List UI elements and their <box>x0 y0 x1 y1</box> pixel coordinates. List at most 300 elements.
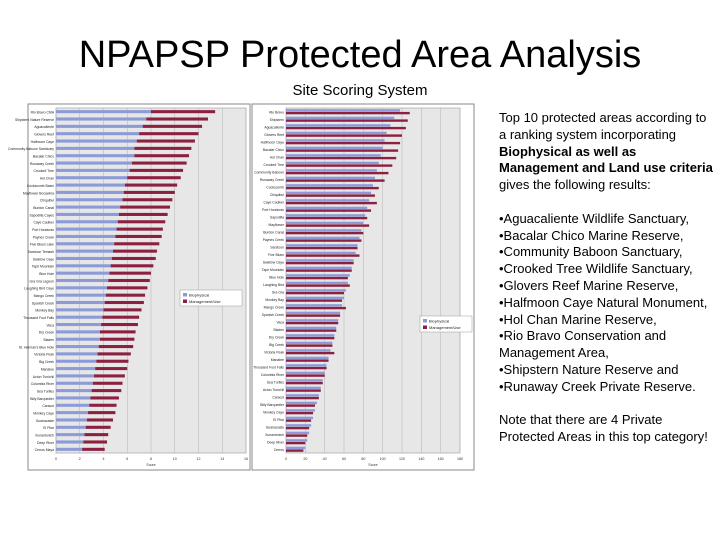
y-tick-label: Deep River <box>37 440 54 445</box>
legend-label: Biophysical <box>189 292 210 298</box>
bar-biophysical <box>286 327 336 329</box>
bar-biophysical <box>286 372 325 374</box>
bar-management <box>95 367 127 370</box>
bar-management <box>286 337 334 339</box>
bar-biophysical <box>286 162 379 164</box>
x-tick-label: 10 <box>172 457 177 461</box>
y-tick-label: Billy Barquedier <box>30 396 54 401</box>
top-ten-list <box>499 211 715 396</box>
bar-management <box>286 359 329 361</box>
bar-management <box>89 404 116 407</box>
y-tick-label: Aguacaliente <box>264 125 284 130</box>
y-tick-label: Five Blues Lake <box>29 242 54 247</box>
bar-management <box>127 176 180 179</box>
y-tick-label: Swallow Caye <box>262 260 284 265</box>
bar-biophysical <box>286 357 329 359</box>
bar-biophysical <box>56 389 92 392</box>
bar-management <box>151 110 215 113</box>
y-tick-label: Manatee <box>270 358 284 363</box>
list-item: •Runaway Creek Private Reserve. <box>499 378 696 394</box>
bar-management <box>94 374 125 377</box>
bar-management <box>286 397 319 399</box>
bar-management <box>286 382 323 384</box>
bar-biophysical <box>56 198 123 201</box>
y-tick-label: Crooked Tree <box>263 163 284 168</box>
bar-biophysical <box>286 177 375 179</box>
y-tick-label: Columbia River <box>260 373 284 378</box>
bar-management <box>286 262 354 264</box>
bar-biophysical <box>56 235 115 238</box>
bar-management <box>105 301 144 304</box>
y-tick-label: Aguacaliente <box>34 125 54 130</box>
y-tick-label: Guanacaste <box>35 418 54 423</box>
list-item: •Halfmoon Caye Natural Monument, <box>499 294 708 310</box>
bar-biophysical <box>56 191 124 194</box>
bar-management <box>286 442 305 444</box>
bar-management <box>286 134 402 136</box>
bar-biophysical <box>286 192 371 194</box>
bar-management <box>117 228 163 231</box>
bar-biophysical <box>56 440 83 443</box>
y-tick-label: Vaca <box>46 323 54 328</box>
y-tick-label: Chiquibul <box>269 193 284 198</box>
bar-management <box>96 360 128 363</box>
bar-management <box>286 119 408 121</box>
y-tick-label: Cerros Maya <box>34 448 54 453</box>
bar-management <box>109 272 151 275</box>
bar-biophysical <box>286 432 309 434</box>
bar-management <box>286 284 350 286</box>
y-tick-label: Caye Caulker <box>263 200 284 205</box>
bar-management <box>286 247 358 249</box>
y-tick-label: Port Honduras <box>262 208 284 213</box>
list-item: •Glovers Reef Marine Reserve, <box>499 277 679 293</box>
bar-management <box>286 322 338 324</box>
y-tick-label: Laughing Bird <box>263 283 284 288</box>
bar-biophysical <box>56 301 105 304</box>
legend <box>420 316 472 332</box>
bar-management <box>85 433 109 436</box>
bar-management <box>286 142 400 144</box>
bar-biophysical <box>286 109 400 111</box>
y-tick-label: Monkey Caye <box>263 410 284 415</box>
y-tick-label: Columbia River <box>30 382 54 387</box>
left-chart <box>8 104 250 470</box>
bar-management <box>82 448 105 451</box>
y-tick-label: Halfmoon Caye <box>30 139 54 144</box>
bar-management <box>286 172 388 174</box>
bar-management <box>114 242 159 245</box>
x-tick-label: 20 <box>303 457 308 461</box>
y-tick-label: Cerros <box>273 448 284 453</box>
bar-biophysical <box>286 117 394 119</box>
y-tick-label: Deep River <box>267 440 284 445</box>
bar-management <box>286 194 375 196</box>
bar-biophysical <box>56 147 134 150</box>
legend-label: Biophysical <box>429 318 450 324</box>
x-tick-label: 160 <box>437 457 444 461</box>
y-tick-label: Blue Hole <box>39 271 54 276</box>
bar-management <box>108 279 150 282</box>
bar-management <box>107 286 147 289</box>
bar-biophysical <box>286 319 338 321</box>
bar-biophysical <box>286 169 377 171</box>
legend-swatch <box>183 293 187 297</box>
bar-biophysical <box>286 184 373 186</box>
bar-biophysical <box>286 282 348 284</box>
bar-biophysical <box>286 229 361 231</box>
bar-biophysical <box>286 394 319 396</box>
y-tick-label: El Pilar <box>273 418 284 423</box>
x-tick-label: 8 <box>150 457 152 461</box>
y-tick-label: Rio Bravo <box>269 110 284 115</box>
bar-management <box>286 367 327 369</box>
x-tick-label: 0 <box>55 457 57 461</box>
bar-management <box>286 164 392 166</box>
bar-management <box>120 206 170 209</box>
y-tick-label: Bacalar Chico <box>32 154 54 159</box>
y-tick-label: Bacalar Chico <box>262 148 284 153</box>
y-tick-label: St. Herman's Blue Hole <box>18 345 54 350</box>
bar-biophysical <box>286 259 354 261</box>
intro-text-bold: Biophysical as well as Management and Land use criteria <box>499 143 713 176</box>
bar-management <box>92 389 122 392</box>
y-tick-label: Caracol <box>272 395 284 400</box>
bar-biophysical <box>56 286 107 289</box>
bar-biophysical <box>286 424 311 426</box>
bar-biophysical <box>56 228 117 231</box>
bar-biophysical <box>56 308 104 311</box>
intro-text-1: Top 10 protected areas according to a ranking system incorporating <box>499 110 707 142</box>
bar-biophysical <box>56 184 125 187</box>
bar-management <box>286 314 340 316</box>
bar-biophysical <box>56 382 93 385</box>
bar-management <box>123 198 173 201</box>
bar-management <box>93 382 123 385</box>
bar-biophysical <box>286 409 315 411</box>
bar-management <box>286 224 369 226</box>
bar-management <box>99 345 133 348</box>
y-tick-label: Cockscomb <box>266 185 284 190</box>
x-tick-label: 180 <box>457 457 463 461</box>
bar-biophysical <box>56 279 108 282</box>
bar-biophysical <box>286 297 344 299</box>
x-tick-label: 120 <box>399 457 405 461</box>
y-tick-label: Burdon Canal <box>263 230 284 235</box>
bar-biophysical <box>56 294 106 297</box>
x-tick-label: 80 <box>361 457 366 461</box>
intro-paragraph <box>499 110 715 194</box>
y-tick-label: Glovers Reef <box>34 132 54 137</box>
x-tick-label: 16 <box>244 457 248 461</box>
bar-management <box>146 117 208 120</box>
side-text <box>499 110 715 446</box>
bar-management <box>286 127 406 129</box>
y-tick-label: Blue Hole <box>269 275 284 280</box>
x-tick-label: 60 <box>342 457 346 461</box>
y-tick-label: Shipstern Nature Reserve <box>14 117 54 122</box>
bar-biophysical <box>56 345 99 348</box>
y-tick-label: Hol Chan <box>269 155 284 160</box>
bar-management <box>134 154 189 157</box>
y-tick-label: Tapir Mountain <box>261 268 284 273</box>
y-tick-label: Sea Turtles <box>36 389 54 394</box>
y-tick-label: Big Creek <box>269 343 284 348</box>
bar-management <box>286 389 321 391</box>
bar-management <box>100 330 136 333</box>
bar-biophysical <box>286 124 390 126</box>
bar-management <box>112 257 156 260</box>
bar-biophysical <box>56 125 143 128</box>
bar-biophysical <box>286 154 381 156</box>
bar-biophysical <box>56 433 85 436</box>
bar-biophysical <box>286 304 342 306</box>
y-tick-label: Sarstoon <box>270 245 284 250</box>
x-axis-label: Score <box>368 463 378 467</box>
bar-management <box>286 202 377 204</box>
bar-biophysical <box>56 213 119 216</box>
legend-swatch <box>423 319 427 323</box>
bar-management <box>286 112 410 114</box>
bar-biophysical <box>56 404 89 407</box>
bar-management <box>286 232 363 234</box>
y-tick-label: Sea Turtles <box>266 380 284 385</box>
bar-management <box>83 440 107 443</box>
note-paragraph: Note that there are 4 Private Protected Areas in this top category! <box>499 412 708 445</box>
y-tick-label: Dry Creek <box>268 335 284 340</box>
bar-biophysical <box>56 418 87 421</box>
bar-management <box>286 179 385 181</box>
y-tick-label: Mango Creek <box>263 305 284 310</box>
bar-management <box>134 147 191 150</box>
slide-subtitle: Site Scoring System <box>292 82 428 99</box>
bar-management <box>286 157 396 159</box>
y-tick-label: Burdon Canal <box>33 205 54 210</box>
x-tick-label: 140 <box>418 457 425 461</box>
bar-management <box>118 220 166 223</box>
bar-biophysical <box>56 117 146 120</box>
bar-biophysical <box>56 426 86 429</box>
y-tick-label: Guanacaste <box>265 425 284 430</box>
x-axis-label: Score <box>146 463 156 467</box>
bar-biophysical <box>56 257 112 260</box>
y-tick-label: Actun Tunichil <box>32 374 54 379</box>
bar-management <box>286 217 367 219</box>
y-tick-label: Thousand Foot Falls <box>253 365 284 370</box>
bar-management <box>286 329 336 331</box>
bar-biophysical <box>286 402 317 404</box>
y-tick-label: Community Baboon Sanctuary <box>8 147 54 152</box>
y-tick-label: Victoria Peak <box>264 350 284 355</box>
slide-title: NPAPSP Protected Area Analysis <box>78 34 642 76</box>
bar-management <box>102 316 139 319</box>
y-tick-label: Mayflower <box>268 223 284 228</box>
bar-biophysical <box>56 264 111 267</box>
y-tick-label: Paynes Creek <box>262 238 284 243</box>
bar-biophysical <box>56 206 120 209</box>
bar-biophysical <box>286 334 334 336</box>
bar-management <box>286 254 359 256</box>
bar-management <box>87 418 113 421</box>
y-tick-label: Tapir Mountain <box>31 264 54 269</box>
bar-management <box>125 184 177 187</box>
bar-biophysical <box>56 338 100 341</box>
bar-management <box>286 269 352 271</box>
bar-biophysical <box>286 237 359 239</box>
bar-management <box>104 308 142 311</box>
y-tick-label: Vaca <box>276 320 284 325</box>
y-tick-label: Billy Barquedier <box>260 403 284 408</box>
bar-management <box>132 162 187 165</box>
legend <box>180 290 242 306</box>
bar-management <box>286 149 398 151</box>
bar-management <box>130 169 183 172</box>
y-tick-label: Dry Creek <box>38 330 54 335</box>
bar-management <box>100 338 134 341</box>
list-item: •Rio Bravo Conservation and Management Area, <box>499 328 667 361</box>
legend-label: Management/Use <box>429 324 461 330</box>
bar-biophysical <box>286 349 330 351</box>
bar-management <box>111 264 154 267</box>
bar-management <box>286 187 379 189</box>
bar-biophysical <box>286 312 340 314</box>
bar-management <box>286 344 332 346</box>
y-tick-label: Swallow Caye <box>32 257 54 262</box>
y-tick-label: Crooked Tree <box>33 169 54 174</box>
y-tick-label: Gra Gra <box>271 290 284 295</box>
y-tick-label: Sapodilla <box>270 215 284 220</box>
bar-biophysical <box>286 379 323 381</box>
bar-biophysical <box>56 169 130 172</box>
bar-biophysical <box>56 162 132 165</box>
bar-management <box>86 426 111 429</box>
list-item: •Shipstern Nature Reserve and <box>499 361 679 377</box>
y-tick-label: Manatee <box>40 367 54 372</box>
bar-biophysical <box>286 289 346 291</box>
bar-management <box>286 307 346 309</box>
x-tick-label: 0 <box>285 457 287 461</box>
y-tick-label: Spanish Creek <box>261 313 284 318</box>
x-tick-label: 40 <box>322 457 327 461</box>
x-tick-label: 14 <box>220 457 225 461</box>
bar-biophysical <box>56 411 88 414</box>
y-tick-label: Sarstoon Temash <box>27 249 54 254</box>
bar-biophysical <box>56 250 113 253</box>
bar-biophysical <box>286 447 305 449</box>
bar-management <box>286 404 315 406</box>
bar-biophysical <box>286 364 327 366</box>
y-tick-label: Community Baboon <box>254 170 284 175</box>
list-item: •Bacalar Chico Marine Reserve, <box>499 227 684 243</box>
y-tick-label: Caracol <box>42 404 54 409</box>
bar-management <box>88 411 115 414</box>
y-tick-label: Hol Chan <box>39 176 54 181</box>
bar-biophysical <box>56 242 114 245</box>
bar-management <box>286 299 342 301</box>
y-tick-label: Caye Caulker <box>33 220 54 225</box>
bar-management <box>286 292 344 294</box>
bar-biophysical <box>56 176 127 179</box>
legend-swatch <box>183 300 187 304</box>
bar-biophysical <box>56 154 134 157</box>
bar-biophysical <box>286 147 383 149</box>
x-tick-label: 12 <box>196 457 201 461</box>
bar-biophysical <box>56 139 137 142</box>
y-tick-label: Shipstern <box>269 118 284 123</box>
y-tick-label: Sapodilla Cayes <box>29 213 54 218</box>
y-tick-label: Spanish Creek <box>31 301 54 306</box>
y-tick-label: Laughing Bird Caye <box>24 286 54 291</box>
bar-biophysical <box>286 244 358 246</box>
bar-biophysical <box>286 267 352 269</box>
bar-biophysical <box>286 439 307 441</box>
bar-biophysical <box>286 274 350 276</box>
bar-biophysical <box>286 222 363 224</box>
y-tick-label: Xunantunich <box>265 433 284 438</box>
intro-text-2: gives the following results: <box>499 177 651 193</box>
bar-management <box>286 239 361 241</box>
y-tick-label: Mayflower Bocawina <box>22 191 54 196</box>
bar-management <box>286 374 325 376</box>
bar-biophysical <box>286 132 387 134</box>
bar-biophysical <box>56 110 151 113</box>
y-tick-label: Monkey Bay <box>265 298 284 303</box>
bar-biophysical <box>56 220 118 223</box>
y-tick-label: Victoria Peak <box>34 352 54 357</box>
y-tick-label: Monkey Bay <box>35 308 54 313</box>
y-tick-label: Thousand Foot Falls <box>23 316 54 321</box>
bar-biophysical <box>56 448 82 451</box>
bar-biophysical <box>56 316 102 319</box>
bar-biophysical <box>56 272 109 275</box>
bar-management <box>115 235 161 238</box>
x-tick-label: 2 <box>78 457 81 461</box>
x-tick-label: 100 <box>379 457 386 461</box>
bar-management <box>106 294 145 297</box>
y-tick-label: Xunantunich <box>35 433 54 438</box>
bar-management <box>143 125 202 128</box>
bar-management <box>286 427 309 429</box>
y-tick-label: Halfmoon Caye <box>260 140 284 145</box>
bar-biophysical <box>56 330 100 333</box>
bar-biophysical <box>286 214 365 216</box>
bar-biophysical <box>56 374 94 377</box>
bar-management <box>286 209 371 211</box>
y-tick-label: Cockscomb Basin <box>26 183 54 188</box>
legend-label: Management/Use <box>189 298 221 304</box>
bar-biophysical <box>56 396 90 399</box>
y-tick-label: Actun Tunichil <box>262 388 284 393</box>
y-tick-label: Paynes Creek <box>32 235 54 240</box>
bar-management <box>119 213 168 216</box>
bar-biophysical <box>56 352 98 355</box>
legend-swatch <box>423 326 427 330</box>
bar-biophysical <box>286 139 385 141</box>
y-tick-label: Rio Bravo CMA <box>30 110 54 115</box>
x-tick-label: 6 <box>126 457 129 461</box>
bar-biophysical <box>286 387 321 389</box>
bar-management <box>286 419 311 421</box>
bar-biophysical <box>286 199 369 201</box>
bar-management <box>113 250 157 253</box>
bar-management <box>124 191 175 194</box>
bar-biophysical <box>286 417 313 419</box>
y-tick-label: Gra Gra Lagoon <box>29 279 54 284</box>
bar-management <box>286 412 313 414</box>
y-tick-label: Port Honduras <box>32 227 54 232</box>
bar-biophysical <box>286 207 367 209</box>
bar-management <box>98 352 131 355</box>
